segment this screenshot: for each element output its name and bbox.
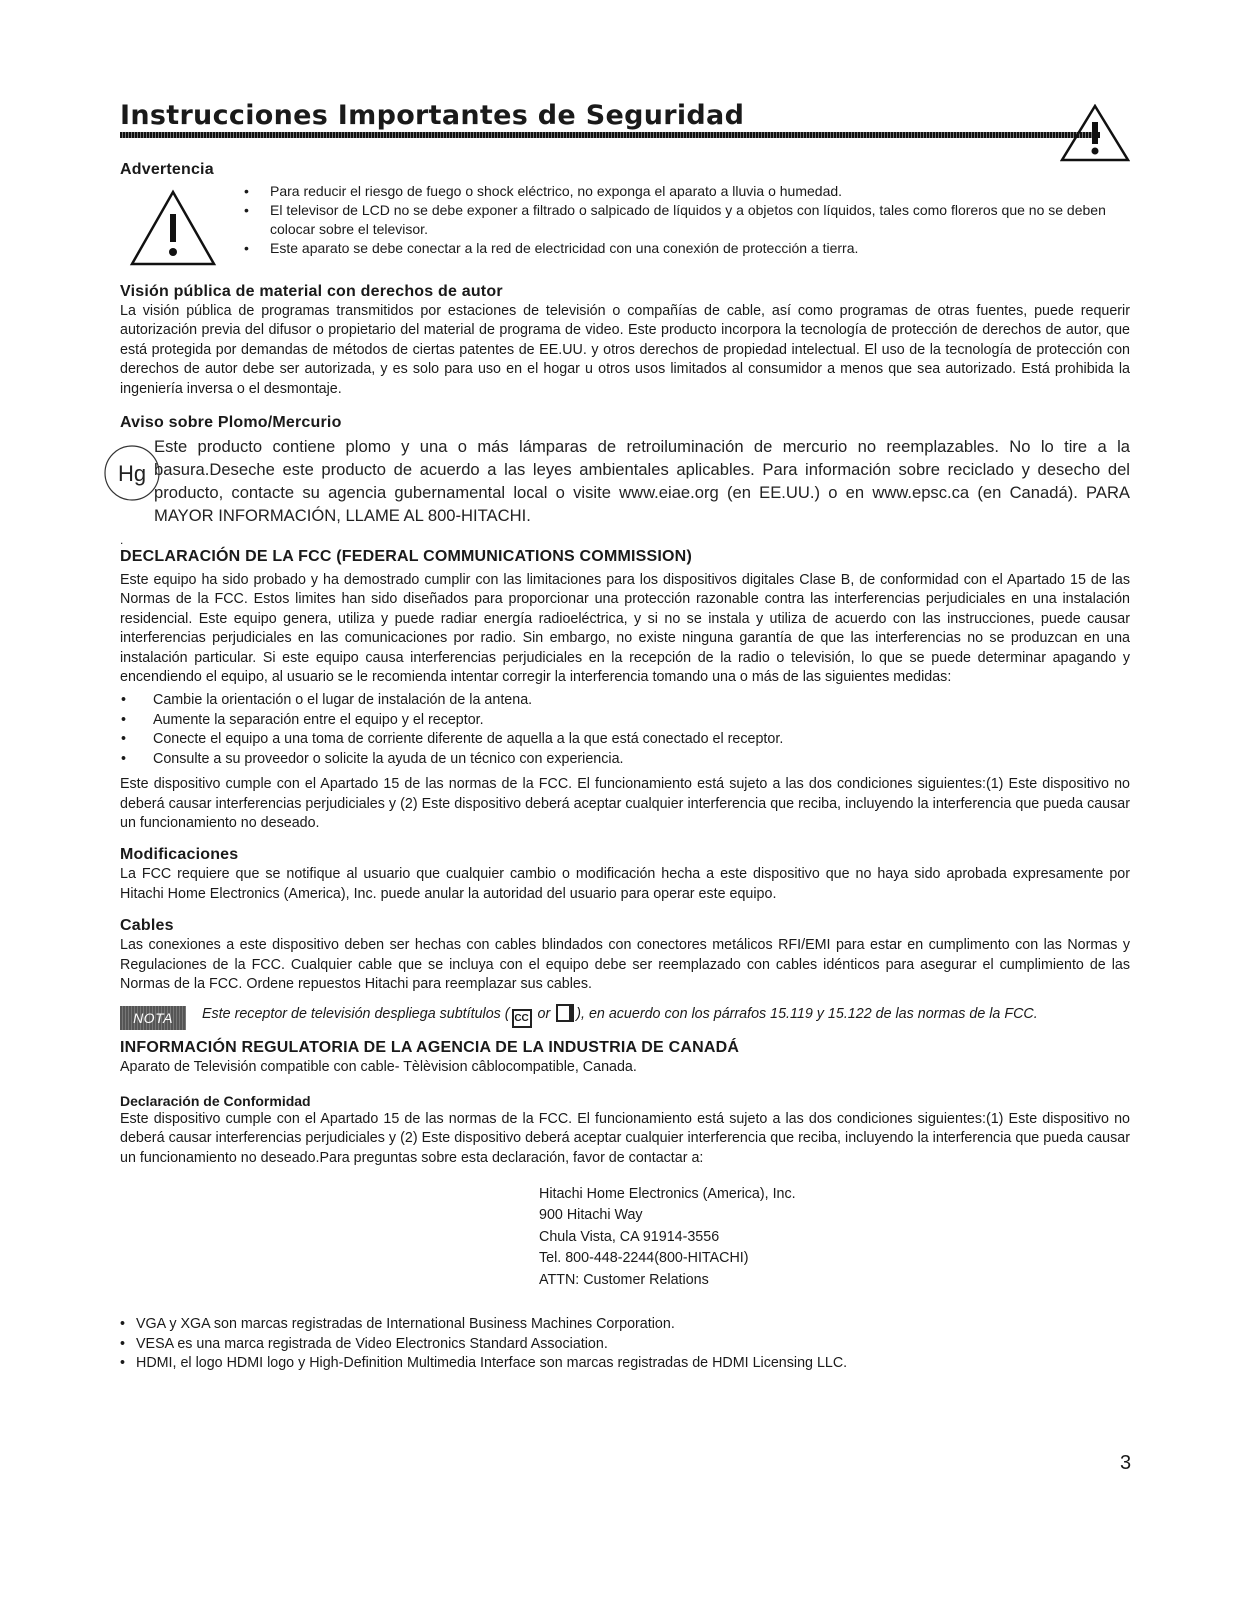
title-row: [120, 98, 1130, 160]
canada-text: Aparato de Televisión compatible con cable- Tèlèvision câblocompatible, Canada.: [120, 1059, 637, 1076]
plomo-section: [117, 413, 1130, 527]
conformidad-text: Este dispositivo cumple con el Apartado 15 de las normas de la FCC. El funcionamiento está sujeto a las dos condiciones siguientes:(1) Este dispositivo no deberá causar interferencias perjudiciales y (2) Este dispositivo deberá aceptar cualquier interferencia que reciba, incluyendo la interferencia que pueda causar un funcionamiento no deseado.Para preguntas sobre esta declaración, favor de contactar a:: [120, 1110, 1130, 1166]
address-line: Chula Vista, CA 91914-3556: [539, 1228, 720, 1245]
list-item: • Este aparato se debe conectar a la red de electricidad con una conexión de protección a tierra.: [244, 239, 1130, 258]
address-line: Tel. 800-448-2244(800-HITACHI): [539, 1250, 749, 1267]
trademarks-list: [120, 1315, 1130, 1373]
note-row: [120, 1004, 1130, 1030]
document-page: [117, 98, 1130, 1374]
closed-caption-icon: CC: [512, 1009, 532, 1028]
canada-heading: INFORMACIÓN REGULATORIA DE LA AGENCIA DE LA INDUSTRIA DE CANADÁ: [120, 1039, 740, 1057]
caption-box-icon: [556, 1004, 574, 1022]
list-item: • El televisor de LCD no se debe exponer a filtrado o salpicado de líquidos y a objetos con líquidos, tales como floreros que no se deben colocar sobre el televisor.: [244, 201, 1130, 239]
advertencia-heading: Advertencia: [120, 161, 214, 178]
cables-section: [120, 916, 1130, 994]
vision-section: [120, 282, 1130, 399]
modificaciones-section: [120, 845, 1130, 904]
list-item: • VGA y XGA son marcas registradas de International Business Machines Corporation.: [120, 1315, 1130, 1334]
address-line: 900 Hitachi Way: [539, 1207, 643, 1224]
advertencia-section: [120, 160, 1130, 268]
note-text-after: ), en acuerdo con los párrafos 15.119 y 15.122 de las normas de la FCC.: [576, 1006, 1038, 1023]
advertencia-list: [218, 182, 1130, 268]
note-or: or: [537, 1006, 551, 1023]
canada-section: [120, 1038, 1130, 1077]
nota-badge: NOTA: [120, 1006, 186, 1030]
address-line: Hitachi Home Electronics (America), Inc.: [539, 1185, 796, 1202]
plomo-text: Este producto contiene plomo y una o más lámparas de retroiluminación de mercurio no reemplazables. No lo tire a la basura.Deseche este producto de acuerdo a las leyes ambientales aplicables. Para información sobre reciclado y desecho del producto, contacte su agencia gubernamental local o visite www.eiae.org (en EE.UU.) o en www.epsc.ca (en Canadá). PARA MAYOR INFORMACIÓN, LLAME AL 800-HITACHI.: [154, 437, 1130, 526]
hg-label: Hg: [117, 461, 147, 487]
fcc-text: Este equipo ha sido probado y ha demostrado cumplir con las limitaciones para los dispositivos digitales Clase B, de conformidad con el Apartado 15 de las Normas de la FCC. Estos limites han sido diseñados para proporcionar una protección razonable contra las interferencias perjudiciales en una instalación residencial. Este equipo genera, utiliza y puede radiar energía radioeléctrica, y si no se instala y utiliza de acuerdo con las instrucciones, puede causar interferencias perjudiciales en las comunicaciones por radio. Sin embargo, no existe ninguna garantía de que las interferencias no se produzcan en una instalación particular. Si este equipo causa interferencias perjudiciales en la recepción de la radio o televisión, lo que se puede determinar apagando y encendiendo el equipo, al usuario se le recomienda intentar corregir la interferencia tomando una o más de las siguientes medidas:: [120, 572, 1130, 686]
stray-dot: .: [120, 533, 124, 548]
address-line: ATTN: Customer Relations: [539, 1271, 709, 1288]
modificaciones-text: La FCC requiere que se notifique al usuario que cualquier cambio o modificación hecha a este dispositivo que no haya sido aprobada expresamente por Hitachi Home Electronics (America), Inc. puede anular la autoridad del usuario para operar este equipo.: [120, 866, 1130, 902]
cables-heading: Cables: [120, 917, 174, 935]
conformidad-section: [120, 1092, 1130, 1168]
fcc-measures-list: [120, 691, 1130, 769]
plomo-heading: Aviso sobre Plomo/Mercurio: [120, 414, 342, 432]
note-text-before: Este receptor de televisión despliega subtítulos (: [202, 1006, 510, 1023]
list-item: • Aumente la separación entre el equipo y el receptor.: [120, 711, 1130, 730]
vision-text: La visión pública de programas transmitidos por estaciones de televisión o compañías de cable, así como programas de otras fuentes, puede requerir autorización previa del difusor o propietario del material de programa de video. Este producto incorpora la tecnología de protección de derechos de autor, que está protegida por demandas de métodos de ciertas patentes de EE.UU. y otros derechos de propiedad intelectual. El uso de la tecnología de protección con derechos de autor debe ser autorizada, y es solo para uso en el hogar u otros usos limitados al consumidor a menos que sea autorizado. Está prohibida la ingeniería inversa o el desmontaje.: [120, 303, 1130, 397]
fcc-heading: DECLARACIÓN DE LA FCC (FEDERAL COMMUNICATIONS COMMISSION): [120, 548, 692, 566]
fcc-compliance-text: Este dispositivo cumple con el Apartado 15 de las normas de la FCC. El funcionamiento está sujeto a las dos condiciones siguientes:(1) Este dispositivo no deberá causar interferencias perjudiciales y (2) Este dispositivo deberá aceptar cualquier interferencia que reciba, incluyendo la interferencia que pueda causar un funcionamiento no deseado.: [120, 776, 1130, 831]
list-item: • Cambie la orientación o el lugar de instalación de la antena.: [120, 691, 1130, 710]
list-item: • HDMI, el logo HDMI logo y High-Definition Multimedia Interface son marcas registradas de HDMI Licensing LLC.: [120, 1354, 1130, 1373]
contact-address: [539, 1184, 1130, 1292]
vision-heading: Visión pública de material con derechos de autor: [120, 283, 503, 300]
hg-circle-icon: [102, 443, 162, 503]
cables-text: Las conexiones a este dispositivo deben ser hechas con cables blindados con conectores metálicos RFI/EMI para estar en cumplimento con las Normas y Regulaciones de la FCC. Cualquier cable que se incluya con el equipo debe ser reemplazado con cables idénticos para asegurar el cumplimiento de las Normas de la FCC. Ordene repuestos Hitachi para reemplazar sus cables.: [120, 937, 1130, 992]
page-number: 3: [1120, 1452, 1132, 1474]
title-rule: [120, 132, 1100, 138]
list-item: • VESA es una marca registrada de Video Electronics Standard Association.: [120, 1335, 1130, 1354]
modificaciones-heading: Modificaciones: [120, 846, 239, 864]
warning-triangle-icon: [128, 188, 218, 268]
note-text: [202, 1004, 1038, 1030]
fcc-section: [120, 547, 1130, 833]
conformidad-heading: Declaración de Conformidad: [120, 1092, 311, 1109]
list-item: • Para reducir el riesgo de fuego o shock eléctrico, no exponga el aparato a lluvia o humedad.: [244, 182, 1130, 201]
page-title: Instrucciones Importantes de Seguridad: [120, 100, 745, 131]
list-item: • Conecte el equipo a una toma de corriente diferente de aquella a la que está conectado el receptor.: [120, 730, 1130, 749]
warning-triangle-icon: [1060, 104, 1130, 162]
list-item: • Consulte a su proveedor o solicite la ayuda de un técnico con experiencia.: [120, 750, 1130, 769]
